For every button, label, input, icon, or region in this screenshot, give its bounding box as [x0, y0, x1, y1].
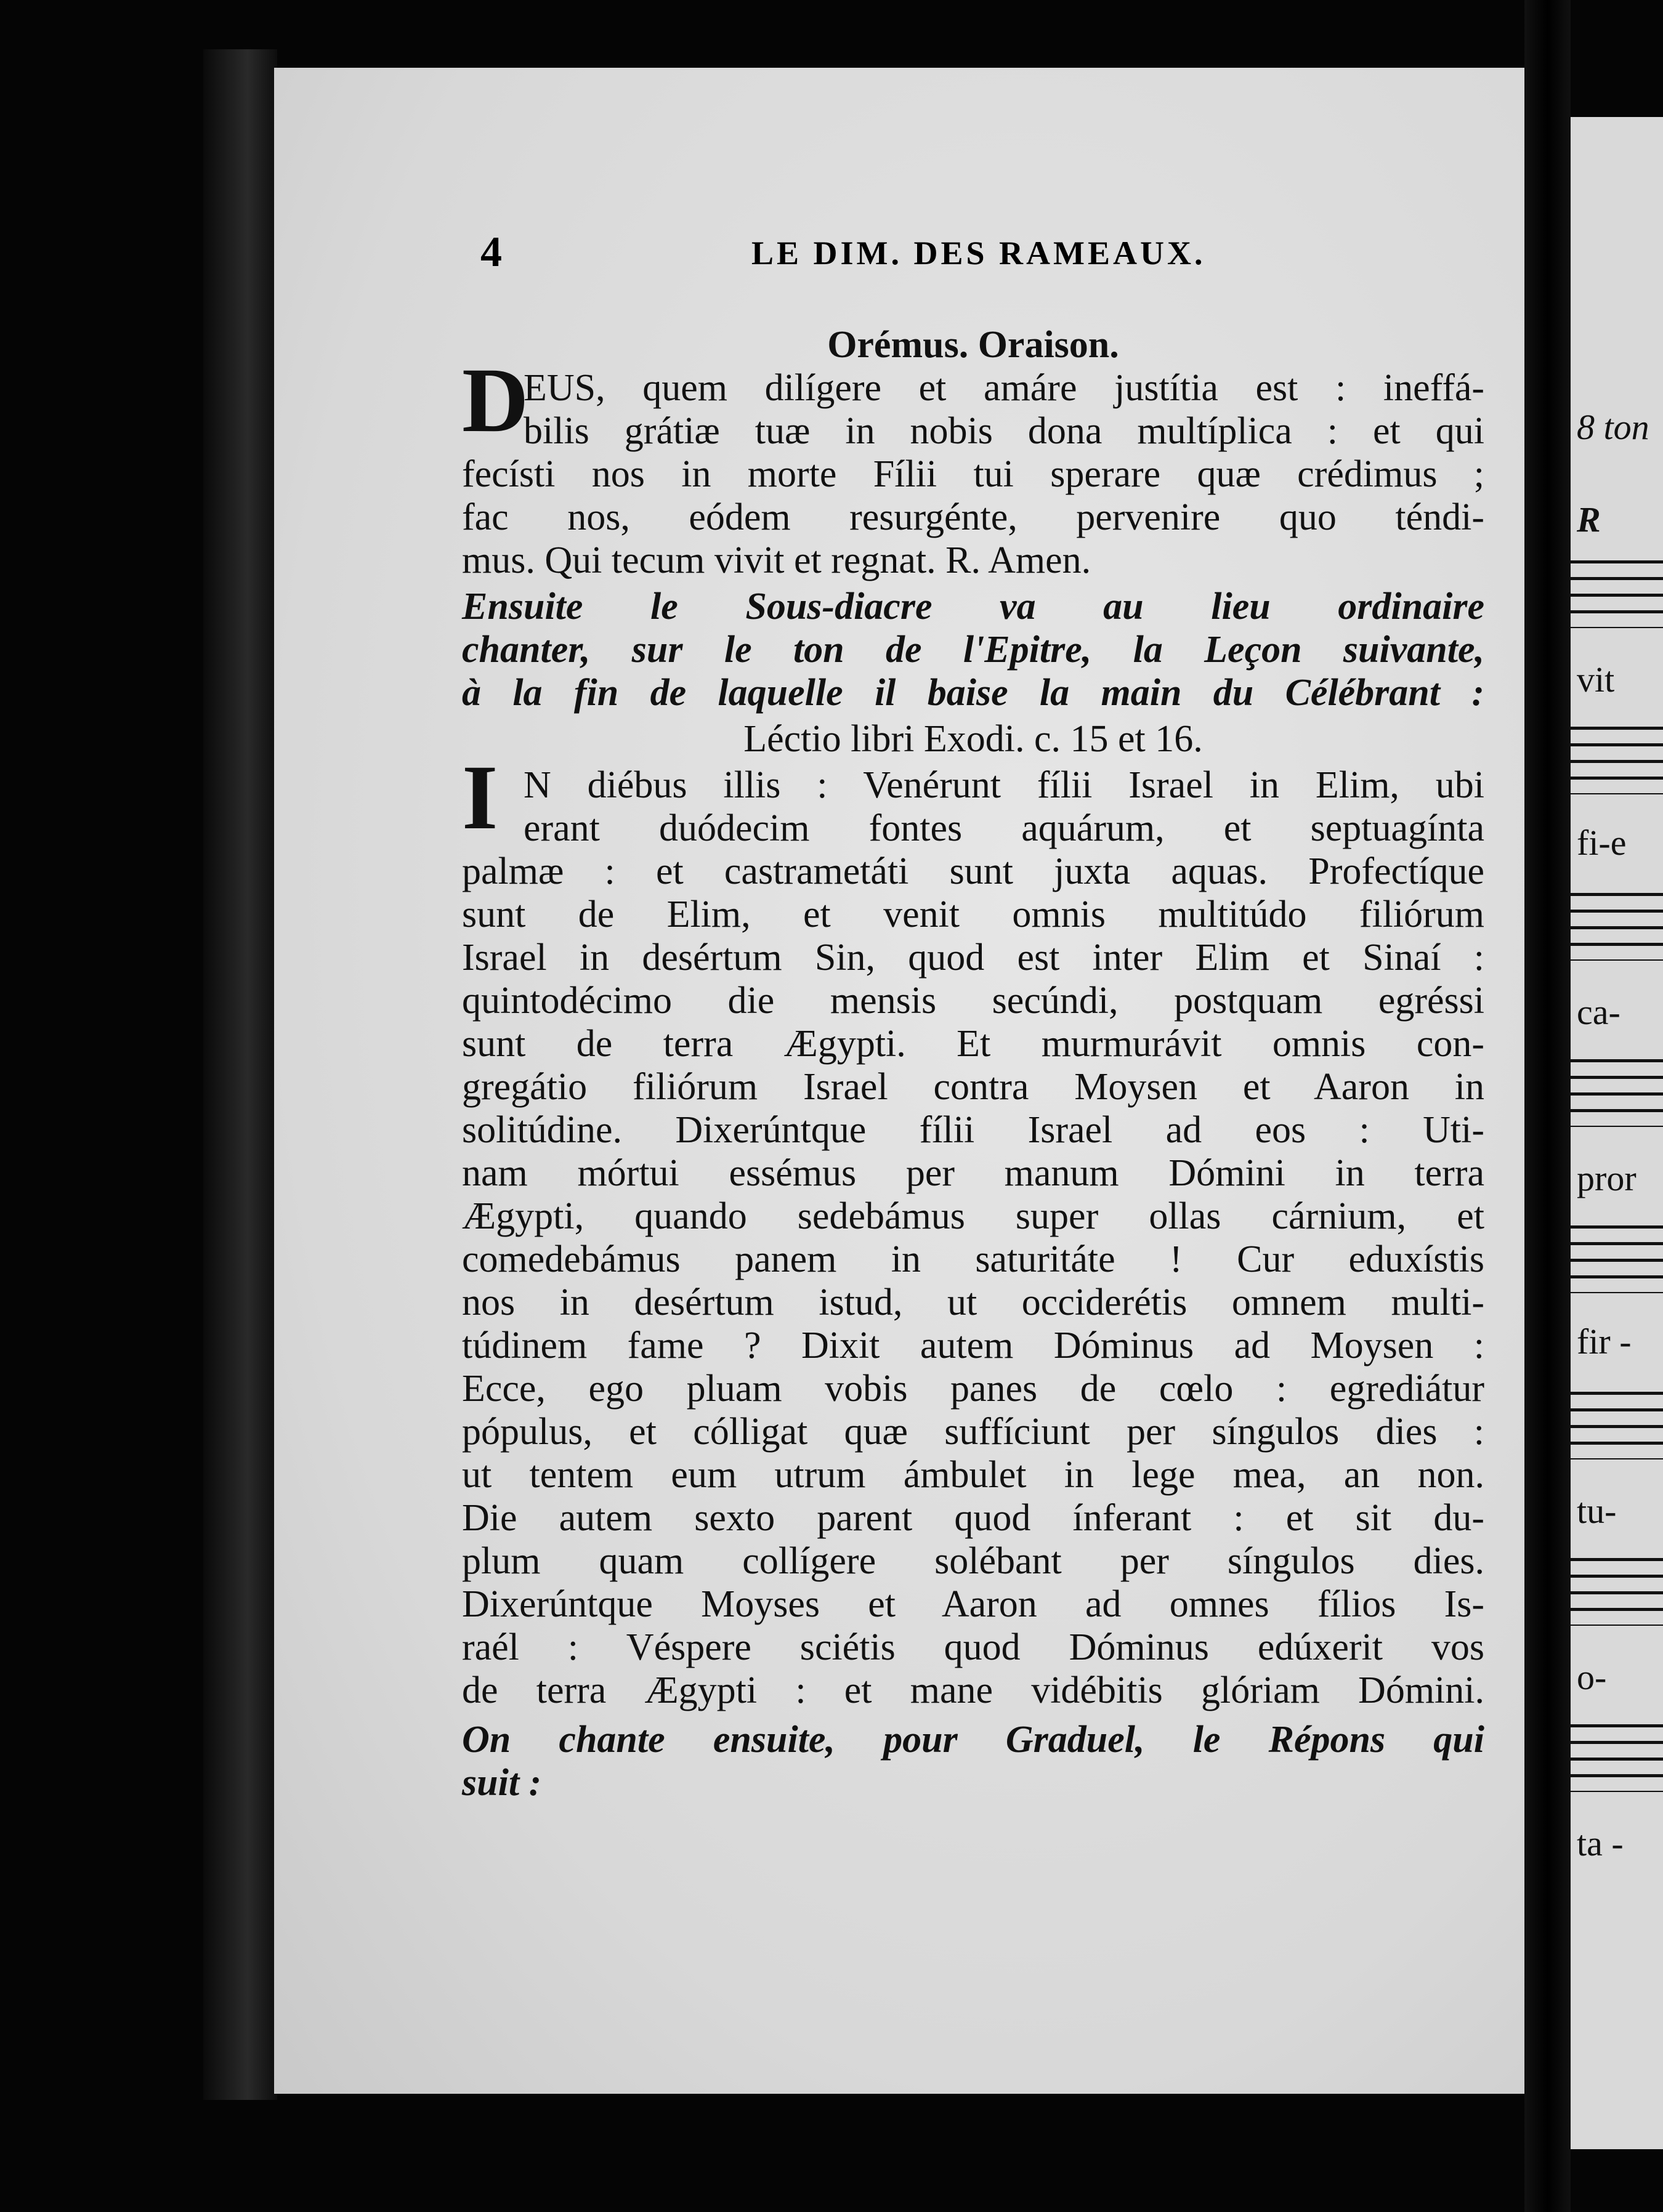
- music-staff: [1571, 1225, 1663, 1293]
- facing-page-syllable: vit: [1577, 660, 1615, 700]
- facing-page-syllable: fi-e: [1577, 823, 1627, 863]
- facing-page-syllable: o-: [1577, 1657, 1607, 1697]
- facing-page-syllable: tu-: [1577, 1491, 1617, 1531]
- lesson-line: solitúdine. Dixerúntque fílii Israel ad eos : Uti-: [462, 1109, 1484, 1151]
- running-head: [480, 228, 1478, 277]
- music-staff: [1571, 1724, 1663, 1792]
- book-gutter: [1524, 0, 1571, 2212]
- oremus-heading: Orémus. Oraison.: [827, 324, 1119, 366]
- lesson-line: Ægypti, quando sedebámus super ollas cárnium, et: [462, 1195, 1484, 1237]
- lesson-line: Ecce, ego pluam vobis panes de cœlo : egrediátur: [462, 1368, 1484, 1410]
- music-staff: [1571, 893, 1663, 961]
- lesson-line: N diébus illis : Venérunt fílii Israel in Elim, ubi: [524, 764, 1484, 806]
- lesson-line: raél : Véspere sciétis quod Dóminus edúxerit vos: [462, 1626, 1484, 1668]
- lesson-line: quintodécimo die mensis secúndi, postquam egréssi: [462, 980, 1484, 1022]
- music-staff: [1571, 560, 1663, 628]
- rubric-line: à la fin de laquelle il baise la main du Célébrant :: [462, 672, 1484, 714]
- page-number: 4: [480, 228, 502, 276]
- lesson-line: Die autem sexto parent quod ínferant : et sit du-: [462, 1497, 1484, 1539]
- prayer-line: bilis grátiæ tuæ in nobis dona multíplica : et qui: [524, 410, 1484, 452]
- rubric-line: chanter, sur le ton de l'Epitre, la Leçon suivante,: [462, 629, 1484, 671]
- facing-page-syllable: fir -: [1577, 1322, 1632, 1362]
- lesson-line: nam mórtui essémus per manum Dómini in terra: [462, 1152, 1484, 1194]
- book-spine-shadow: [203, 49, 277, 2100]
- rubric-line: Ensuite le Sous-diacre va au lieu ordinaire: [462, 586, 1484, 628]
- lesson-line: sunt de terra Ægypti. Et murmurávit omnis con-: [462, 1023, 1484, 1065]
- lesson-line: Israel in desértum Sin, quod est inter Elim et Sinaí :: [462, 937, 1484, 979]
- lesson-line: comedebámus panem in saturitáte ! Cur eduxístis: [462, 1238, 1484, 1280]
- facing-page-fragment: [1571, 117, 1663, 2149]
- running-title: LE DIM. DES RAMEAUX.: [751, 235, 1206, 272]
- rubric-line: On chante ensuite, pour Graduel, le Répons qui: [462, 1719, 1484, 1761]
- lesson-line: sunt de Elim, et venit omnis multitúdo filiórum: [462, 894, 1484, 935]
- facing-page-response-mark: R: [1577, 499, 1601, 539]
- lesson-line: erant duódecim fontes aquárum, et septuagínta: [524, 807, 1484, 849]
- music-staff: [1571, 727, 1663, 794]
- lesson-line: gregátio filiórum Israel contra Moysen et Aaron in: [462, 1066, 1484, 1108]
- lesson-dropcap: I: [462, 746, 498, 849]
- lesson-line: plum quam collígere solébant per síngulos dies.: [462, 1540, 1484, 1582]
- music-staff: [1571, 1059, 1663, 1127]
- prayer-line: fac nos, eódem resurgénte, pervenire quo téndi-: [462, 496, 1484, 538]
- prayer-line: fecísti nos in morte Fílii tui sperare quæ crédimus ;: [462, 453, 1484, 495]
- lesson-line: pópulus, et cólligat quæ suffíciunt per síngulos dies :: [462, 1411, 1484, 1453]
- rubric-line: suit :: [462, 1762, 542, 1804]
- prayer-line: EUS, quem dilígere et amáre justítia est : ineffá-: [524, 367, 1484, 409]
- lectio-heading: Léctio libri Exodi. c. 15 et 16.: [743, 718, 1203, 760]
- music-staff: [1571, 1392, 1663, 1459]
- music-staff: [1571, 1558, 1663, 1626]
- facing-page-syllable: ta -: [1577, 1823, 1624, 1863]
- facing-page-syllable: pror: [1577, 1158, 1637, 1198]
- lesson-line: palmæ : et castrametáti sunt juxta aquas. Profectíque: [462, 850, 1484, 892]
- lesson-line: túdinem fame ? Dixit autem Dóminus ad Moysen :: [462, 1325, 1484, 1366]
- prayer-dropcap: D: [462, 349, 529, 451]
- lesson-line: nos in desértum istud, ut occiderétis omnem multi-: [462, 1282, 1484, 1323]
- lesson-line: ut tentem eum utrum ámbulet in lege mea, an non.: [462, 1454, 1484, 1496]
- lesson-line: Dixerúntque Moyses et Aaron ad omnes fílios Is-: [462, 1583, 1484, 1625]
- facing-page-syllable: ca-: [1577, 992, 1621, 1032]
- lesson-line: de terra Ægypti : et mane vidébitis glóriam Dómini.: [462, 1669, 1484, 1711]
- prayer-line: mus. Qui tecum vivit et regnat. R. Amen.: [462, 539, 1091, 581]
- facing-page-mode: 8 ton: [1577, 407, 1649, 447]
